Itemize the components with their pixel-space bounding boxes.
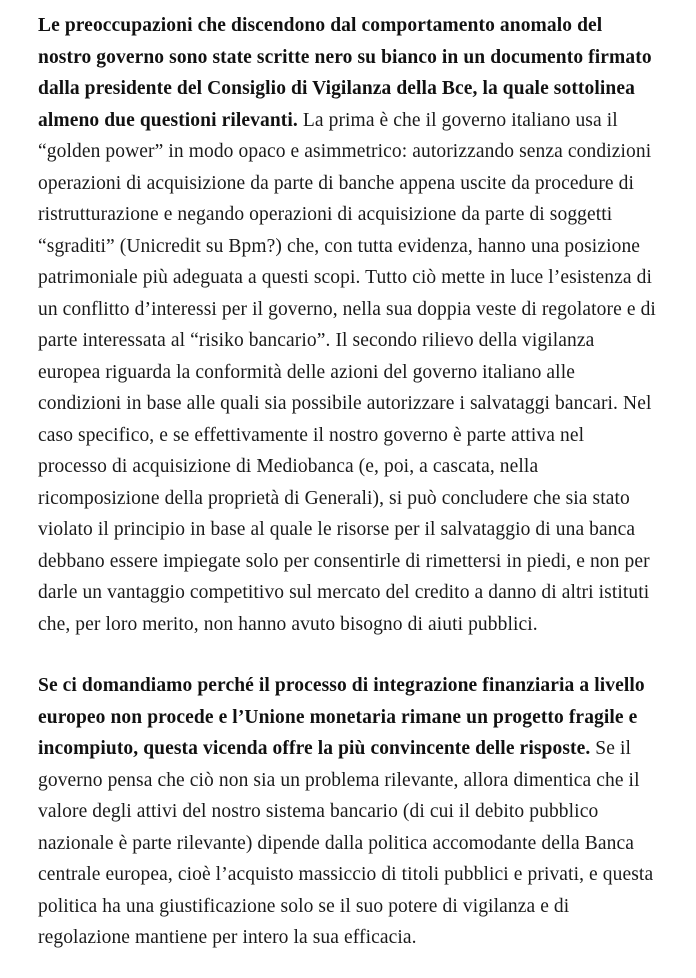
paragraph-2 bbox=[38, 670, 658, 954]
paragraph-2-lead: Se ci domandiamo perché il processo di integrazione finanziaria a livello europeo non procede e l’Unione monetaria rimane un progetto fragile e incompiuto, questa vicenda offre la più convincente delle risposte. bbox=[38, 675, 645, 759]
paragraph-2-text: Se il governo pensa che ciò non sia un problema rilevante, allora dimentica che il valore degli attivi del nostro sistema bancario (di cui il debito pubblico nazionale è parte rilevante) dipende dalla politica accomodante della Banca centrale europea, cioè l’acquisto massiccio di titoli pubblici e privati, e questa politica ha una giustificazione solo se il suo potere di vigilanza e di regolazione mantiene per intero la sua efficacia. bbox=[38, 738, 654, 948]
paragraph-1-lead: Le preoccupazioni che discendono dal comportamento anomalo del nostro governo sono state scritte nero su bianco in un documento firmato dalla presidente del Consiglio di Vigilanza della Bce, la quale sottolinea almeno due questioni rilevanti. bbox=[38, 15, 652, 131]
paragraph-1-text: La prima è che il governo italiano usa il “golden power” in modo opaco e asimmetrico: autorizzando senza condizioni operazioni di acquisizione da parte di banche appena uscite da procedure di ristrutturazione e negando operazioni di acquisizione da parte di soggetti “sgraditi” (Unicredit su Bpm?) che, con tutta evidenza, hanno una posizione patrimoniale più adeguata a questi scopi. Tutto ciò mette in luce l’esistenza di un conflitto d’interessi per il governo, nella sua doppia veste di regolatore e di parte interessata al “risiko bancario”. Il secondo rilievo della vigilanza europea riguarda la conformità delle azioni del governo italiano alle condizioni in base alle quali sia possibile autorizzare i salvataggi bancari. Nel caso specifico, e se effettivamente il nostro governo è parte attiva nel processo di acquisizione di Mediobanca (e, poi, a cascata, nella ricomposizione della proprietà di Generali), si può concludere che sia stato violato il principio in base al quale le risorse per il salvataggio di una banca debbano essere impiegate solo per consentirle di rimettersi in piedi, e non per darle un vantaggio competitivo sul mercato del credito a danno di altri istituti che, per loro merito, non hanno avuto bisogno di aiuti pubblici. bbox=[38, 109, 656, 635]
paragraph-1 bbox=[38, 10, 658, 640]
